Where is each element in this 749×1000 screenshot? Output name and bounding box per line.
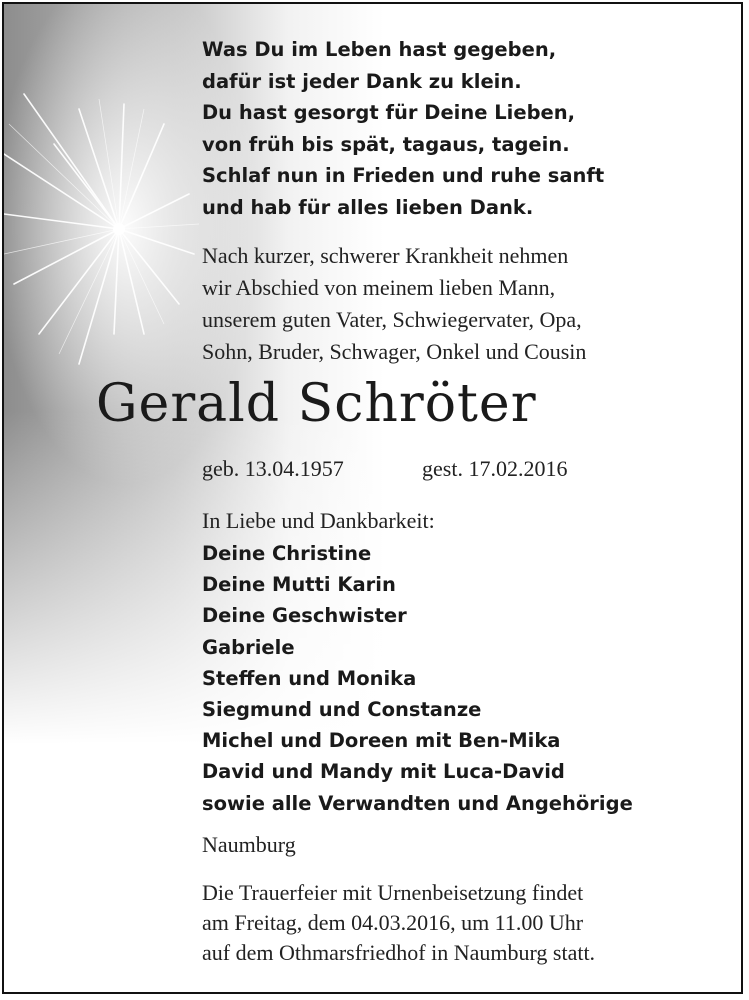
place-name: Naumburg	[202, 832, 296, 857]
birth-date: geb. 13.04.1957	[202, 456, 344, 481]
mourner-name: sowie alle Verwandten und Angehörige	[202, 791, 633, 815]
intro-line: unserem guten Vater, Schwiegervater, Opa,	[202, 307, 582, 332]
poem-line: und hab für alles lieben Dank.	[202, 195, 534, 219]
mourner-name: David und Mandy mit Luca-David	[202, 760, 565, 784]
poem-line: dafür ist jeder Dank zu klein.	[202, 69, 522, 93]
death-date: gest. 17.02.2016	[422, 456, 568, 481]
mourner-name: Siegmund und Constanze	[202, 698, 482, 722]
intro-line: Sohn, Bruder, Schwager, Onkel und Cousin	[202, 339, 587, 364]
deceased-name: Gerald Schröter	[96, 374, 537, 434]
poem-line: Schlaf nun in Frieden und ruhe sanft	[202, 164, 605, 187]
mourners-intro: In Liebe und Dankbarkeit:	[202, 508, 435, 533]
service-line: Die Trauerfeier mit Urnenbeisetzung findet	[202, 880, 584, 905]
mourners-list	[202, 538, 633, 819]
service-line: am Freitag, dem 04.03.2016, um 11.00 Uhr	[202, 910, 584, 935]
mourner-name: Deine Christine	[202, 542, 372, 565]
mourner-name: Deine Geschwister	[202, 604, 407, 628]
farewell-intro	[202, 240, 586, 368]
poem-line: von früh bis spät, tagaus, tagein.	[202, 132, 570, 156]
mourner-name: Gabriele	[202, 635, 295, 659]
memorial-poem	[202, 34, 604, 223]
mourner-name: Deine Mutti Karin	[202, 573, 396, 597]
intro-line: Nach kurzer, schwerer Krankheit nehmen	[202, 243, 569, 268]
poem-line: Du hast gesorgt für Deine Lieben,	[202, 101, 576, 124]
service-line: auf dem Othmarsfriedhof in Naumburg statt.	[202, 940, 596, 965]
mourner-name: Steffen und Monika	[202, 666, 417, 690]
intro-line: wir Abschied von meinem lieben Mann,	[202, 275, 556, 300]
poem-line: Was Du im Leben hast gegeben,	[202, 38, 557, 61]
obituary-notice	[2, 2, 743, 994]
mourner-name: Michel und Doreen mit Ben-Mika	[202, 729, 561, 753]
funeral-service-info	[202, 878, 595, 968]
